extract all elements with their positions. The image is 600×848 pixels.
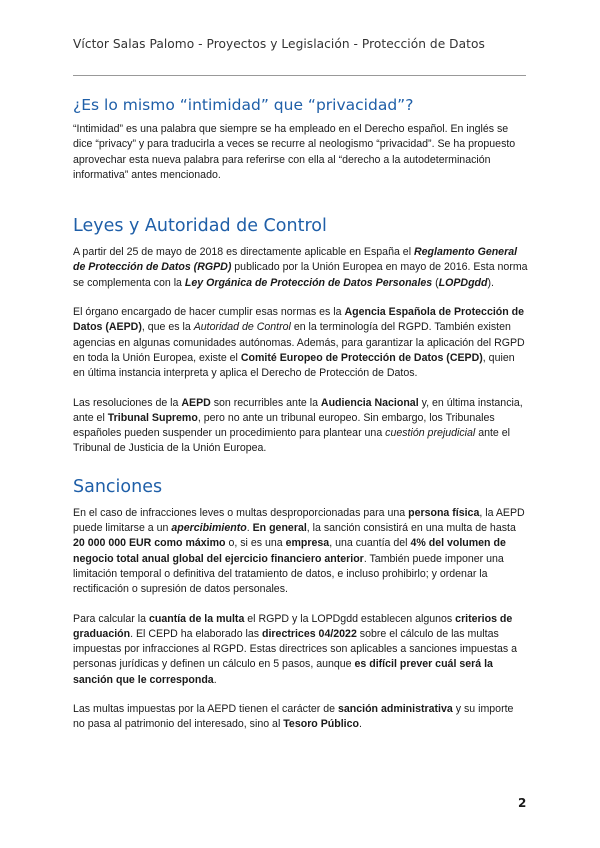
text-run: en la terminología del RGPD. También existen agencias en algunas comunidades autónomas. Además, para garantizar la aplicación del RGPD en toda la Unión Europea, existe el bbox=[73, 321, 525, 364]
paragraph-sanctions-3 bbox=[73, 702, 528, 733]
bold-lopdgdd: LOPDgdd bbox=[438, 276, 488, 289]
paragraph-laws-1 bbox=[73, 245, 528, 291]
bold-aepd-short: AEPD bbox=[181, 396, 211, 409]
text-run: . También puede imponer una limitación temporal o definitiva del tratamiento de datos, e incluso prohibirlo; y ordenar la rectificación o supresión de datos personales. bbox=[73, 552, 504, 596]
text-run: o, si es una bbox=[225, 537, 286, 550]
text-run: ). bbox=[487, 276, 494, 289]
bold-cuantia: cuantía de la multa bbox=[148, 612, 245, 625]
text-run: y, en última instancia, ante el bbox=[73, 396, 523, 424]
bold-supremo: Tribunal Supremo bbox=[107, 411, 198, 424]
bold-aepd: Agencia Española de Protección de Datos (AEPD) bbox=[73, 306, 525, 334]
text-run: , pero no ante un tribunal europeo. Sin embargo, los Tribunales españoles pueden suspender un procedimiento para plantear una bbox=[73, 411, 495, 440]
text-run: Las multas impuestas por la AEPD tienen el carácter de bbox=[73, 703, 338, 716]
page-content bbox=[73, 96, 528, 747]
text-run: . bbox=[358, 718, 362, 731]
running-header: Víctor Salas Palomo - Proyectos y Legislación - Protección de Datos bbox=[73, 37, 485, 51]
text-run: En el caso de infracciones leves o multas desproporcionadas para una bbox=[73, 506, 409, 519]
text-run: y su importe no pasa al patrimonio del interesado, sino al bbox=[73, 703, 514, 731]
text-run: , la sanción consistirá en una multa de hasta bbox=[306, 522, 516, 535]
bold-cepd: Comité Europeo de Protección de Datos (CEPD) bbox=[240, 351, 483, 364]
text-run: , la AEPD puede limitarse a un bbox=[73, 506, 525, 535]
text-run: . bbox=[213, 673, 217, 686]
paragraph-sanctions-1 bbox=[73, 506, 528, 598]
section-title-sanctions: Sanciones bbox=[73, 476, 163, 497]
text-run: publicado por la Unión Europea en mayo de 2016. Esta norma se complementa con la bbox=[73, 261, 528, 289]
bold-persona-fisica: persona física bbox=[408, 506, 480, 519]
bold-apercibimiento: apercibimiento bbox=[171, 522, 247, 535]
text-run: Para calcular la bbox=[73, 612, 149, 625]
bold-empresa: empresa bbox=[285, 537, 330, 550]
text-run: son recurribles ante la bbox=[210, 396, 321, 409]
text-run: ante el Tribunal de Justicia de la Unión Europea. bbox=[73, 427, 511, 455]
section-title-privacy: ¿Es lo mismo “intimidad” que “privacidad”? bbox=[73, 96, 414, 114]
header-divider bbox=[73, 75, 526, 76]
page-number: 2 bbox=[518, 796, 527, 810]
bold-directrices: directrices 04/2022 bbox=[262, 627, 357, 640]
bold-max-fine: 20 000 000 EUR como máximo bbox=[73, 537, 226, 550]
text-run: el RGPD y la LOPDgdd establecen algunos bbox=[244, 612, 456, 625]
text-run: . bbox=[246, 522, 253, 535]
text-run: sobre el cálculo de las multas impuestas por infracciones al RGPD. Estas directrices son aplicables a sanciones impuestas a personas jurídicas y definen un cálculo en 5 pasos, aunque bbox=[73, 627, 517, 671]
text-run: El órgano encargado de hacer cumplir esas normas es la bbox=[73, 306, 345, 319]
paragraph-laws-2 bbox=[73, 305, 528, 381]
bold-turnover: 4% del volumen de negocio total anual global del ejercicio financiero anterior bbox=[73, 537, 506, 565]
bold-sancion-admin: sanción administrativa bbox=[337, 703, 453, 716]
section-title-laws: Leyes y Autoridad de Control bbox=[73, 216, 327, 237]
paragraph-laws-3 bbox=[73, 396, 528, 457]
paragraph-sanctions-2 bbox=[73, 612, 528, 688]
text-run: , una cuantía del bbox=[329, 537, 411, 550]
bold-audiencia: Audiencia Nacional bbox=[320, 396, 419, 409]
bold-criterios: criterios de graduación bbox=[73, 612, 513, 640]
bold-law-name: Ley Orgánica de Protección de Datos Personales bbox=[184, 276, 433, 289]
paragraph-privacy: “Intimidad” es una palabra que siempre se ha empleado en el Derecho español. En inglés se dice “privacy” y para traducirla a veces se recurre al neologismo “privacidad”. Se ha propuesto aprovechar esta nueva palabra para referirse con ella al “derecho a la autodeterminación informativa” antes mencionado. bbox=[73, 123, 516, 181]
bold-en-general: En general bbox=[252, 522, 307, 535]
bold-regulation-name: Reglamento General de Protección de Datos (RGPD) bbox=[73, 246, 518, 274]
text-run: ( bbox=[432, 276, 439, 289]
italic-control-authority: Autoridad de Control bbox=[193, 321, 291, 334]
text-run: , quien en última instancia interpreta y aplica el Derecho de Protección de Datos. bbox=[73, 351, 515, 380]
text-run: Las resoluciones de la bbox=[73, 396, 182, 409]
bold-tesoro: Tesoro Público bbox=[283, 718, 359, 731]
bold-dificil-prever: es difícil prever cuál será la sanción que le corresponda bbox=[73, 658, 493, 686]
text-run: A partir del 25 de mayo de 2018 es directamente aplicable en España el bbox=[73, 246, 414, 259]
italic-prejudicial: cuestión prejudicial bbox=[385, 427, 476, 440]
text-run: , que es la bbox=[141, 321, 194, 334]
text-run: . El CEPD ha elaborado las bbox=[130, 627, 263, 640]
